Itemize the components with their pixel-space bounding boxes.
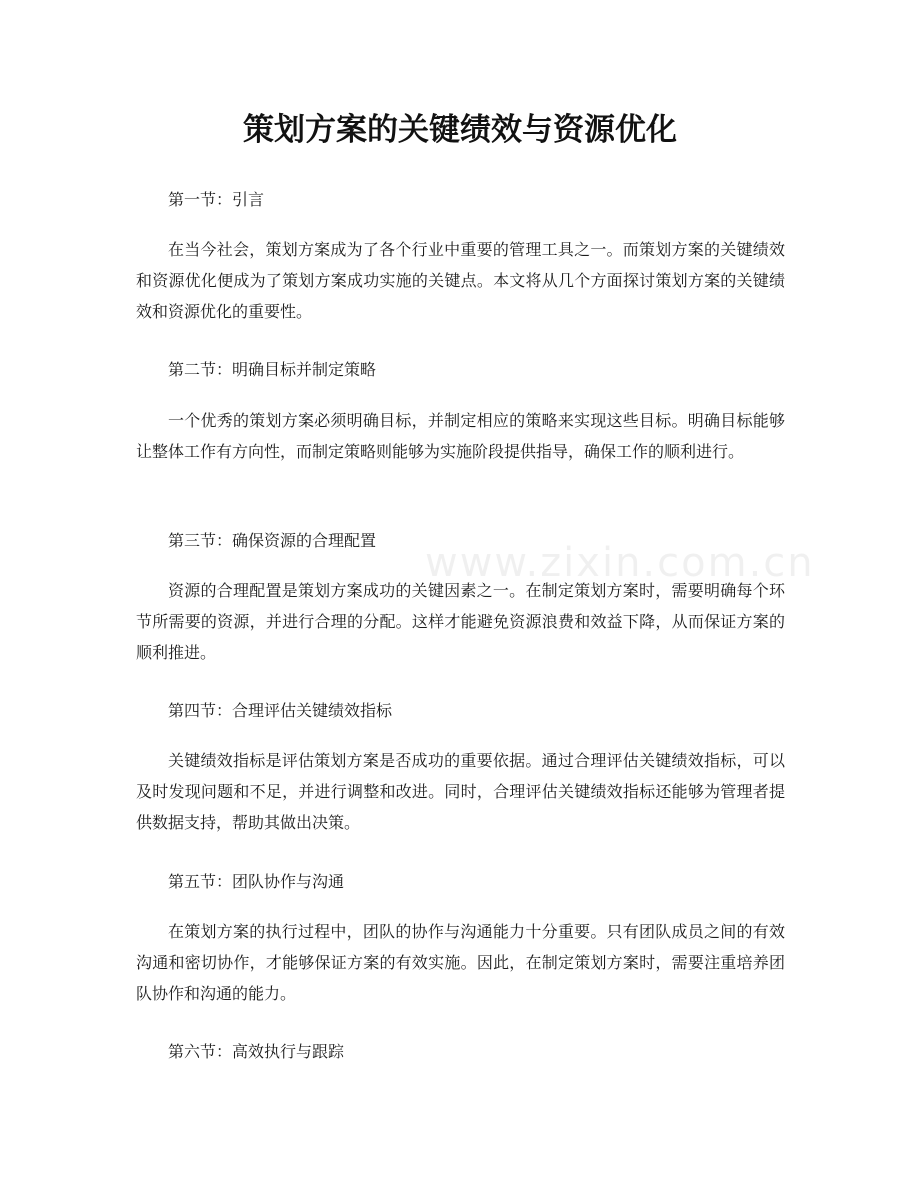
section-paragraph-5: 在策划方案的执行过程中，团队的协作与沟通能力十分重要。只有团队成员之间的有效沟通和密切协作，才能够保证方案的有效实施。因此，在制定策划方案时，需要注重培养团队协作和沟通的能力。: [136, 922, 785, 1003]
section-heading-6: 第六节：高效执行与跟踪: [168, 1042, 345, 1061]
section-paragraph-2: 一个优秀的策划方案必须明确目标，并制定相应的策略来实现这些目标。明确目标能够让整体工作有方向性，而制定策略则能够为实施阶段提供指导，确保工作的顺利进行。: [136, 411, 785, 461]
section-heading-2: 第二节：明确目标并制定策略: [168, 360, 377, 379]
section-paragraph-4: 关键绩效指标是评估策划方案是否成功的重要依据。通过合理评估关键绩效指标，可以及时发现问题和不足，并进行调整和改进。同时，合理评估关键绩效指标还能够为管理者提供数据支持，帮助其做出决策。: [136, 751, 785, 832]
document-title: 策划方案的关键绩效与资源优化: [243, 112, 677, 148]
section-heading-5: 第五节：团队协作与沟通: [168, 872, 345, 891]
section-heading-4: 第四节：合理评估关键绩效指标: [168, 701, 393, 720]
section-paragraph-1: 在当今社会，策划方案成为了各个行业中重要的管理工具之一。而策划方案的关键绩效和资源优化便成为了策划方案成功实施的关键点。本文将从几个方面探讨策划方案的关键绩效和资源优化的重要性。: [136, 240, 785, 321]
section-heading-1: 第一节：引言: [168, 190, 265, 209]
watermark: www.zixin.com.cn: [425, 540, 815, 586]
section-paragraph-3: 资源的合理配置是策划方案成功的关键因素之一。在制定策划方案时，需要明确每个环节所需要的资源，并进行合理的分配。这样才能避免资源浪费和效益下降，从而保证方案的顺利推进。: [136, 581, 785, 662]
section-heading-3: 第三节：确保资源的合理配置: [168, 531, 377, 550]
